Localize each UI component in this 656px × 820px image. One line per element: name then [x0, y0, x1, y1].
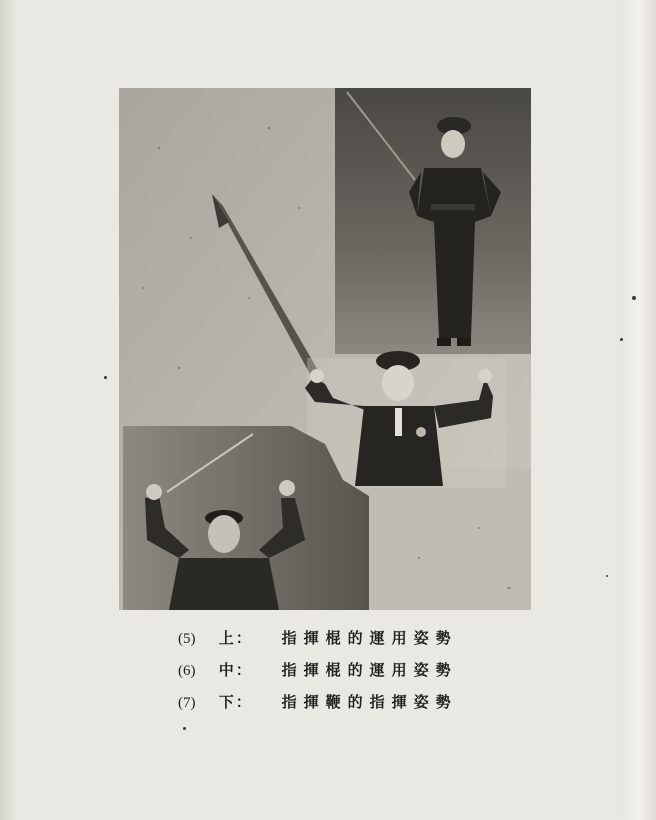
caption-7 — [178, 686, 538, 718]
caption-block — [178, 622, 538, 718]
photo-collage — [119, 88, 531, 610]
caption-6 — [178, 654, 538, 686]
caption-position: 上： — [218, 629, 253, 647]
photo-5 — [335, 88, 531, 354]
caption-position: 中： — [218, 661, 253, 679]
caption-number: (6) — [178, 663, 196, 679]
caption-text: 指揮棍的運用姿勢 — [281, 661, 458, 679]
paper-speck — [104, 376, 107, 379]
paper-speck — [632, 296, 636, 300]
caption-text: 指揮鞭的指揮姿勢 — [281, 693, 458, 711]
page-right-edge — [620, 0, 656, 820]
photo-plate — [119, 88, 531, 610]
caption-number: (7) — [178, 695, 196, 711]
paper-speck — [606, 575, 608, 577]
page-binding-shadow — [0, 0, 18, 820]
caption-text: 指揮棍的運用姿勢 — [281, 629, 458, 647]
paper-speck — [183, 727, 186, 730]
paper-speck — [620, 338, 623, 341]
caption-position: 下： — [218, 693, 253, 711]
caption-number: (5) — [178, 631, 196, 647]
caption-5 — [178, 622, 538, 654]
